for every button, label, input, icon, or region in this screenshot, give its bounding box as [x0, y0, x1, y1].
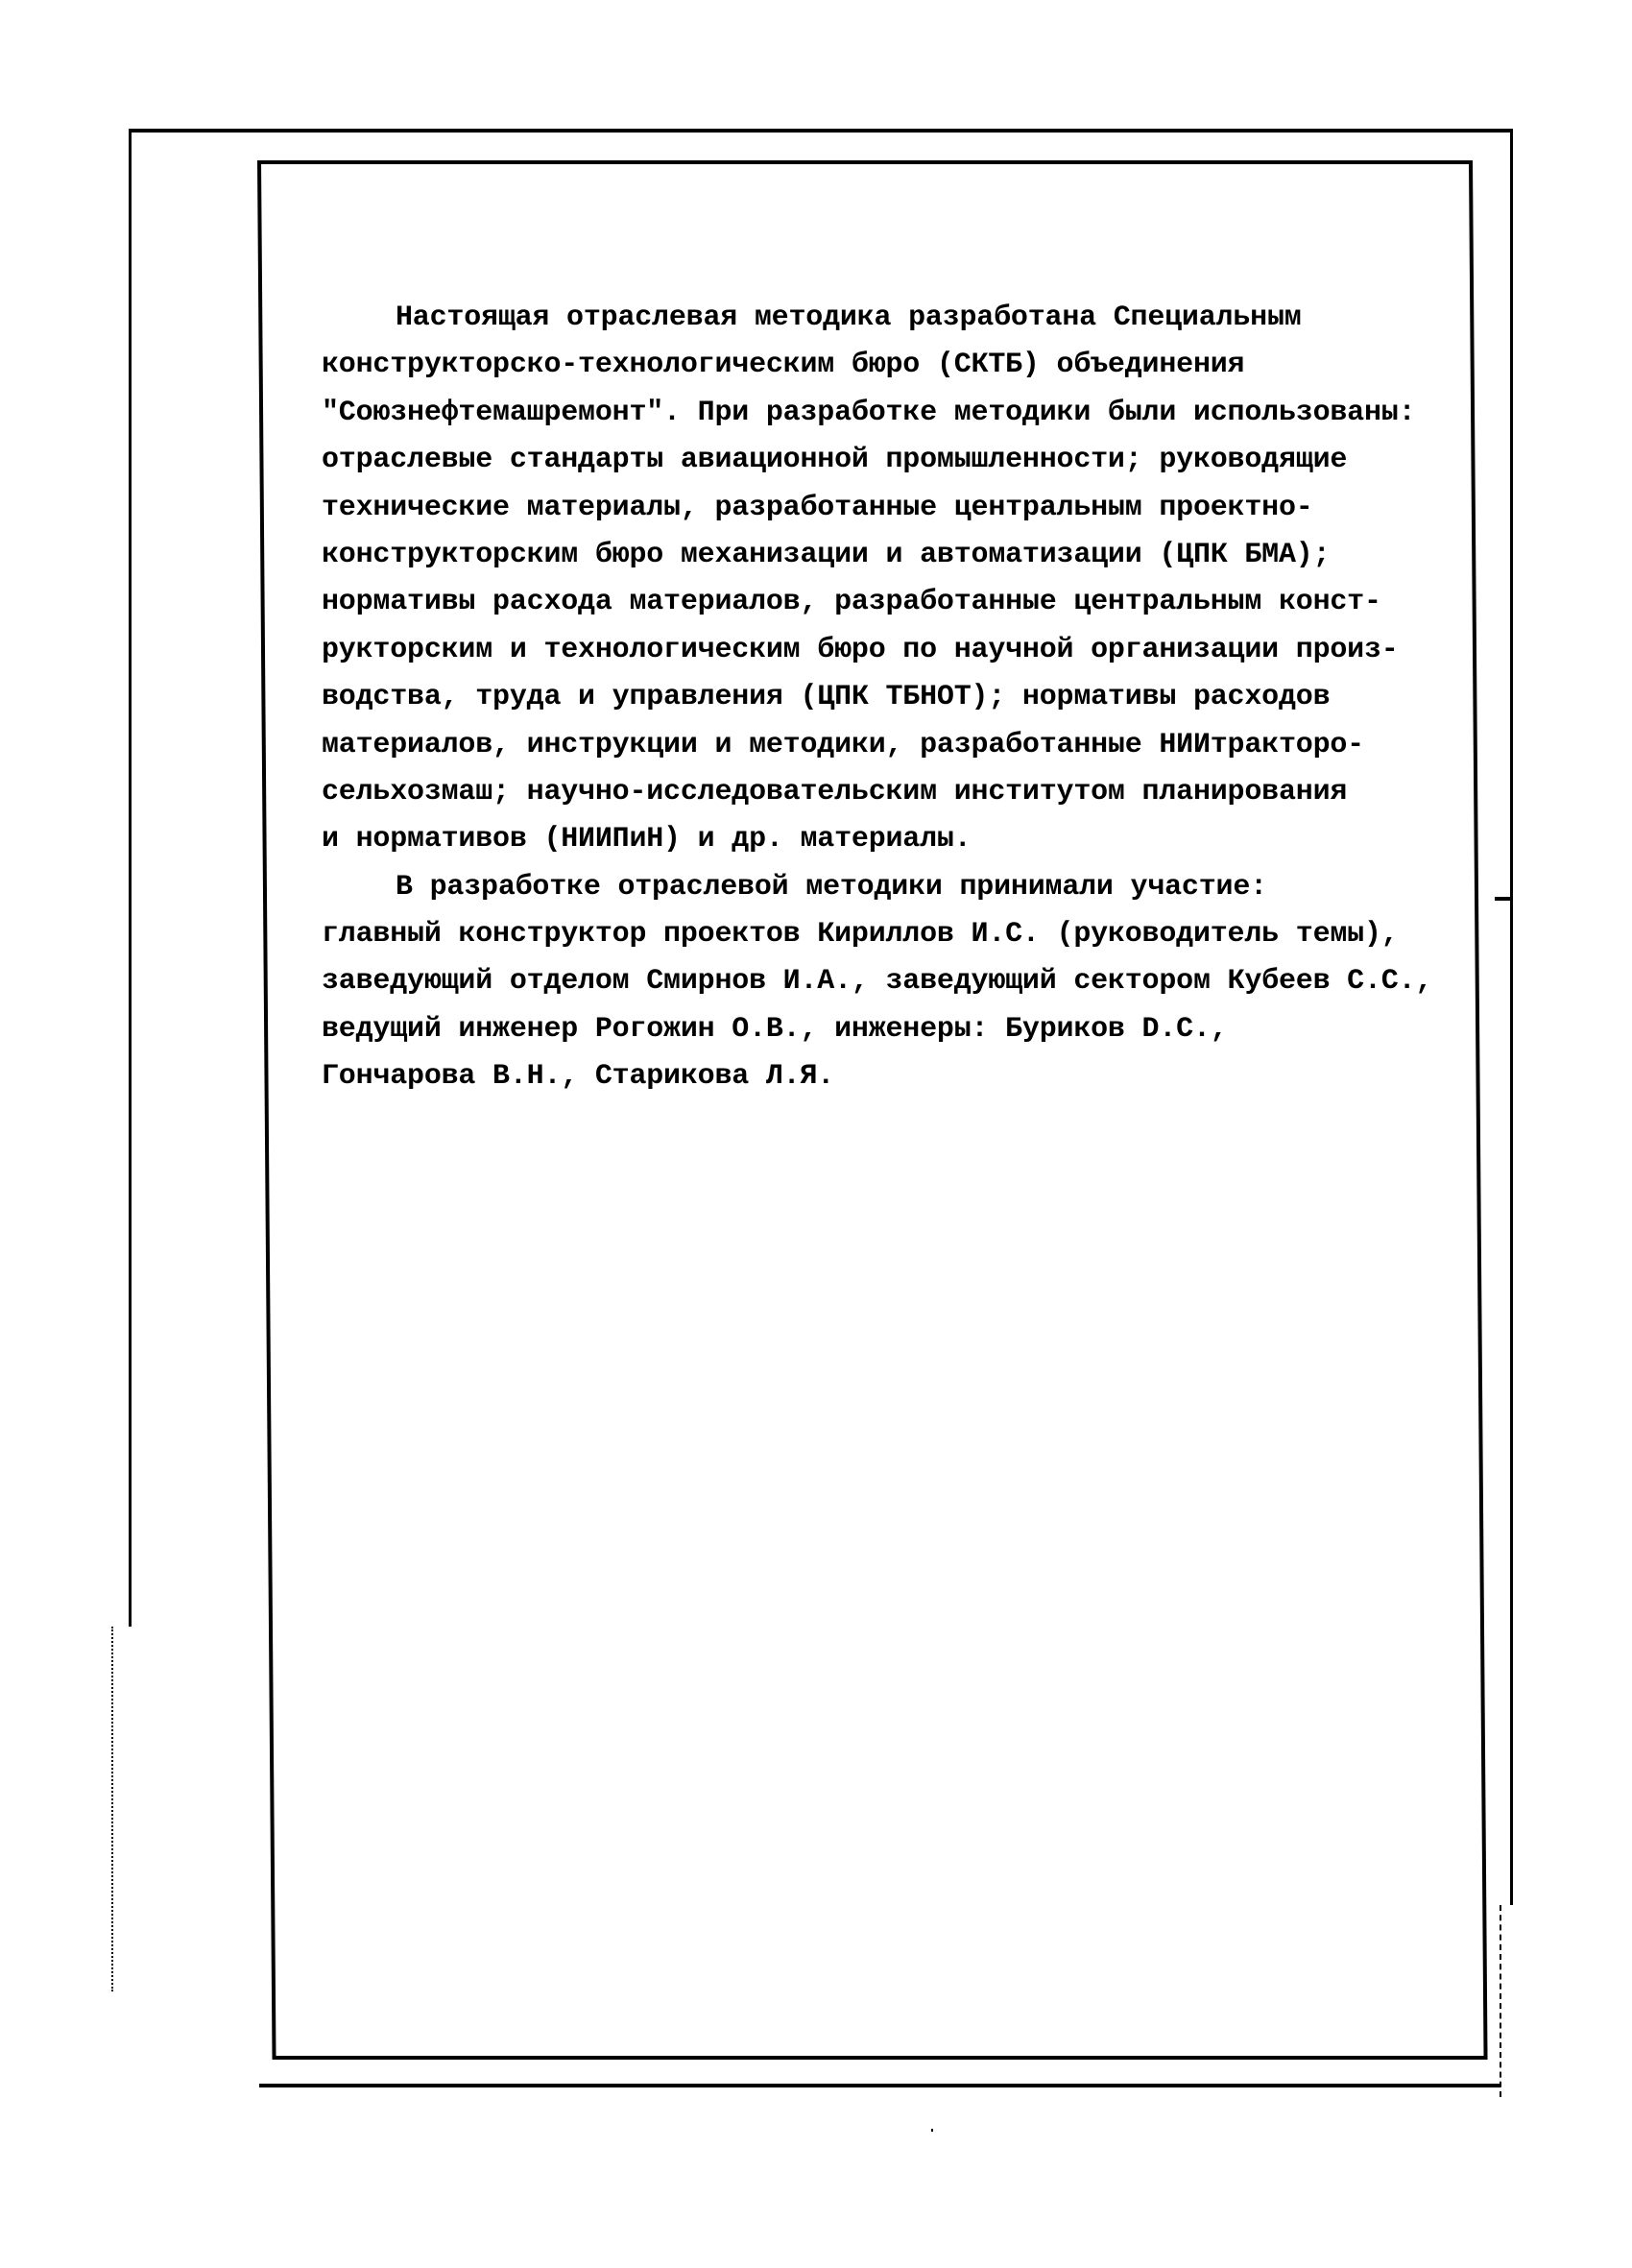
text-line: и нормативов (НИИПиН) и др. материалы. — [322, 823, 972, 857]
text-line: нормативы расхода материалов, разработанные центральным конст- — [322, 586, 1381, 619]
text-line: конструкторским бюро механизации и автоматизации (ЦПК БМА); — [322, 538, 1331, 571]
text-line: Гончарова В.Н., Старикова Л.Я. — [322, 1060, 835, 1094]
text-line: рукторским и технологическим бюро по научной организации произ- — [322, 633, 1399, 666]
text-line: материалов, инструкции и методики, разработанные НИИтракторо- — [322, 728, 1364, 761]
text-line: заведующий отделом Смирнов И.А., заведующий сектором Кубеев С.С., — [322, 965, 1433, 999]
margin-tick-mark — [1495, 897, 1510, 901]
bottom-rule-line — [259, 2084, 1500, 2087]
text-line: сельхозмаш; научно-исследовательским институтом планирования — [322, 775, 1348, 808]
document-body — [322, 295, 1474, 1101]
text-line: главный конструктор проектов Кириллов И.С. (руководитель темы), — [322, 918, 1399, 952]
text-line: отраслевые стандарты авиационной промышленности; руководящие — [322, 444, 1348, 477]
text-line: конструкторско-технологическим бюро (СКТБ) объединения — [322, 349, 1245, 382]
paragraph-developers — [322, 295, 1474, 864]
outer-frame-right-dashed-border — [1500, 1905, 1501, 2097]
text-line: ведущий инженер Рогожин О.В., инженеры: Буриков D.С., — [322, 1012, 1228, 1046]
outer-frame-left-border — [129, 129, 132, 1627]
outer-frame-top-border — [129, 129, 1513, 133]
text-line: "Союзнефтемашремонт". При разработке методики были использованы: — [322, 396, 1416, 429]
text-line: водства, труда и управления (ЦПК ТБНОТ); нормативы расходов — [322, 681, 1331, 714]
text-line: В разработке отраслевой методики принимали участие: — [396, 870, 1267, 904]
scan-speck — [931, 2129, 933, 2132]
text-line: технические материалы, разработанные центральным проектно- — [322, 491, 1313, 524]
outer-frame-right-border — [1510, 129, 1513, 1905]
paragraph-contributors — [322, 864, 1474, 1101]
text-line: Настоящая отраслевая методика разработана Специальным — [396, 302, 1302, 334]
outer-frame-left-dotted-border — [111, 1627, 113, 1991]
